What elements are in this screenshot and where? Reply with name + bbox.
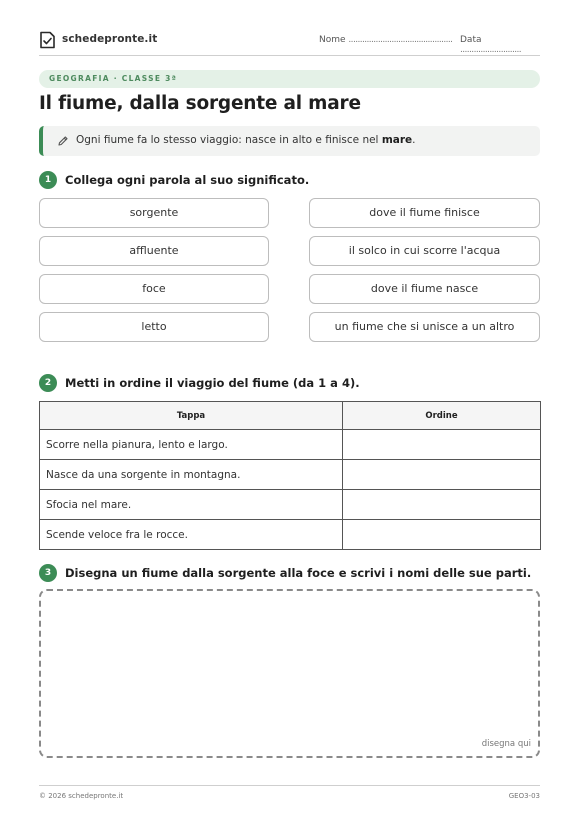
brand-name: schedepronte.it xyxy=(62,33,158,45)
column-header-ordine: Ordine xyxy=(343,402,541,430)
name-field[interactable] xyxy=(319,35,452,45)
date-field[interactable] xyxy=(460,35,540,55)
note-end: . xyxy=(412,134,416,146)
exercise-2-number: 2 xyxy=(39,374,57,392)
order-cell[interactable] xyxy=(343,460,541,490)
step-cell: Nasce da una sorgente in montagna. xyxy=(40,460,343,490)
note-body: Ogni fiume fa lo stesso viaggio: nasce in alto e finisce nel xyxy=(76,134,382,146)
name-dots: .............................................. xyxy=(348,35,453,45)
exercise-1-instruction: Collega ogni parola al suo significato. xyxy=(65,173,310,187)
pencil-icon xyxy=(57,135,69,147)
document-check-icon xyxy=(39,31,56,49)
date-dots: ........................... xyxy=(460,45,522,55)
name-label: Nome xyxy=(319,35,346,45)
sequence-table xyxy=(39,401,541,550)
category-label: GEOGRAFIA · CLASSE 3ª xyxy=(49,74,178,83)
exercise-2-instruction: Metti in ordine il viaggio del fiume (da 1 a 4). xyxy=(65,376,360,390)
footer-code: GEO3-03 xyxy=(508,792,540,800)
intro-note xyxy=(39,126,540,156)
page-title: Il fiume, dalla sorgente al mare xyxy=(39,93,361,114)
word-box[interactable]: sorgente xyxy=(39,198,269,228)
category-badge xyxy=(39,70,540,88)
word-box[interactable]: foce xyxy=(39,274,269,304)
table-row xyxy=(40,520,541,550)
meaning-box[interactable]: dove il fiume nasce xyxy=(309,274,540,304)
order-cell[interactable] xyxy=(343,520,541,550)
step-cell: Sfocia nel mare. xyxy=(40,490,343,520)
meaning-box[interactable]: un fiume che si unisce a un altro xyxy=(309,312,540,342)
order-cell[interactable] xyxy=(343,430,541,460)
step-cell: Scende veloce fra le rocce. xyxy=(40,520,343,550)
footer-copyright: © 2026 schedepronte.it xyxy=(39,792,124,800)
date-label: Data xyxy=(460,35,482,45)
page-footer xyxy=(39,785,540,800)
exercise-1-number: 1 xyxy=(39,171,57,189)
word-box[interactable]: letto xyxy=(39,312,269,342)
exercise-3-number: 3 xyxy=(39,564,57,582)
note-text xyxy=(76,134,415,146)
table-row xyxy=(40,460,541,490)
exercise-3-instruction: Disegna un fiume dalla sorgente alla foce e scrivi i nomi delle sue parti. xyxy=(65,566,532,580)
table-header-row xyxy=(40,402,541,430)
order-cell[interactable] xyxy=(343,490,541,520)
meaning-box[interactable]: il solco in cui scorre l'acqua xyxy=(309,236,540,266)
page-header xyxy=(39,30,540,56)
step-cell: Scorre nella pianura, lento e largo. xyxy=(40,430,343,460)
drawing-hint: disegna qui xyxy=(481,739,531,749)
word-box[interactable]: affluente xyxy=(39,236,269,266)
table-row xyxy=(40,430,541,460)
drawing-area[interactable] xyxy=(39,589,540,758)
meaning-box[interactable]: dove il fiume finisce xyxy=(309,198,540,228)
column-header-tappa: Tappa xyxy=(40,402,343,430)
note-bold-word: mare xyxy=(381,134,413,146)
table-row xyxy=(40,490,541,520)
